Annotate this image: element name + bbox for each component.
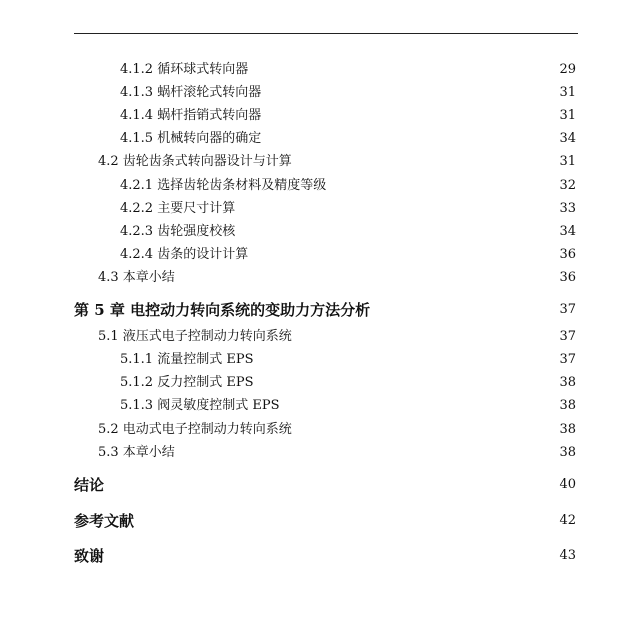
toc-chapter-page: 43 bbox=[559, 548, 576, 563]
toc-entry[interactable] bbox=[0, 245, 624, 265]
toc-entry-page: 31 bbox=[559, 85, 576, 100]
toc-entry[interactable] bbox=[0, 199, 624, 219]
toc-chapter[interactable] bbox=[0, 300, 624, 320]
toc-entry-page: 29 bbox=[559, 62, 576, 77]
toc-entry-label: 4.2.1 选择齿轮齿条材料及精度等级 bbox=[120, 178, 327, 193]
toc-entry-label: 4.1.4 蜗杆指销式转向器 bbox=[120, 108, 262, 123]
toc-entry-label: 4.2.3 齿轮强度校核 bbox=[120, 224, 236, 239]
toc-chapter-page: 37 bbox=[559, 302, 576, 317]
toc-entry-label: 4.1.5 机械转向器的确定 bbox=[120, 131, 262, 146]
toc-entry-label: 5.1.2 反力控制式 EPS bbox=[120, 375, 254, 390]
toc-chapter[interactable] bbox=[0, 475, 624, 495]
toc-entry-page: 38 bbox=[559, 375, 576, 390]
toc-entry[interactable] bbox=[0, 327, 624, 347]
toc-entry-label: 4.1.3 蜗杆滚轮式转向器 bbox=[120, 85, 262, 100]
toc-entry-label: 4.3 本章小结 bbox=[98, 270, 175, 285]
toc-entry-page: 37 bbox=[559, 352, 576, 367]
toc-entry-label: 5.2 电动式电子控制动力转向系统 bbox=[98, 422, 292, 437]
toc-entry-page: 34 bbox=[559, 224, 576, 239]
toc-entry-label: 4.2 齿轮齿条式转向器设计与计算 bbox=[98, 154, 292, 169]
toc-entry-page: 32 bbox=[559, 178, 576, 193]
toc-entry-page: 38 bbox=[559, 422, 576, 437]
toc-entry[interactable] bbox=[0, 83, 624, 103]
toc-entry[interactable] bbox=[0, 350, 624, 370]
toc-entry-page: 36 bbox=[559, 270, 576, 285]
toc-entry-label: 4.1.2 循环球式转向器 bbox=[120, 62, 249, 77]
toc-entry[interactable] bbox=[0, 396, 624, 416]
toc-entry[interactable] bbox=[0, 176, 624, 196]
toc-entry[interactable] bbox=[0, 152, 624, 172]
toc-entry-page: 31 bbox=[559, 154, 576, 169]
toc-entry-page: 38 bbox=[559, 445, 576, 460]
toc-entry-label: 5.1.3 阀灵敏度控制式 EPS bbox=[120, 398, 280, 413]
toc-entry-label: 5.3 本章小结 bbox=[98, 445, 175, 460]
toc-entry-page: 31 bbox=[559, 108, 576, 123]
toc-entry-label: 5.1.1 流量控制式 EPS bbox=[120, 352, 254, 367]
toc-entry-label: 4.2.2 主要尺寸计算 bbox=[120, 201, 236, 216]
toc-entry[interactable] bbox=[0, 222, 624, 242]
toc-chapter[interactable] bbox=[0, 511, 624, 531]
toc-entry-page: 37 bbox=[559, 329, 576, 344]
toc-entry[interactable] bbox=[0, 106, 624, 126]
toc-entry-label: 4.2.4 齿条的设计计算 bbox=[120, 247, 249, 262]
toc-chapter-label: 第 5 章 电控动力转向系统的变助力方法分析 bbox=[74, 301, 371, 319]
toc-entry[interactable] bbox=[0, 373, 624, 393]
toc-chapter-page: 40 bbox=[559, 477, 576, 492]
header-rule bbox=[74, 33, 578, 34]
toc-entry[interactable] bbox=[0, 129, 624, 149]
toc-entry-page: 33 bbox=[559, 201, 576, 216]
toc-chapter-label: 结论 bbox=[74, 476, 105, 494]
toc-entry-page: 36 bbox=[559, 247, 576, 262]
toc-entry[interactable] bbox=[0, 420, 624, 440]
toc-entry-page: 38 bbox=[559, 398, 576, 413]
toc-chapter[interactable] bbox=[0, 546, 624, 566]
toc-entry-page: 34 bbox=[559, 131, 576, 146]
toc-entry[interactable] bbox=[0, 268, 624, 288]
toc-entry-label: 5.1 液压式电子控制动力转向系统 bbox=[98, 329, 292, 344]
toc-chapter-label: 致谢 bbox=[74, 547, 105, 565]
toc-chapter-page: 42 bbox=[559, 513, 576, 528]
toc-entry[interactable] bbox=[0, 443, 624, 463]
toc-chapter-label: 参考文献 bbox=[74, 512, 135, 530]
toc-entry[interactable] bbox=[0, 60, 624, 80]
